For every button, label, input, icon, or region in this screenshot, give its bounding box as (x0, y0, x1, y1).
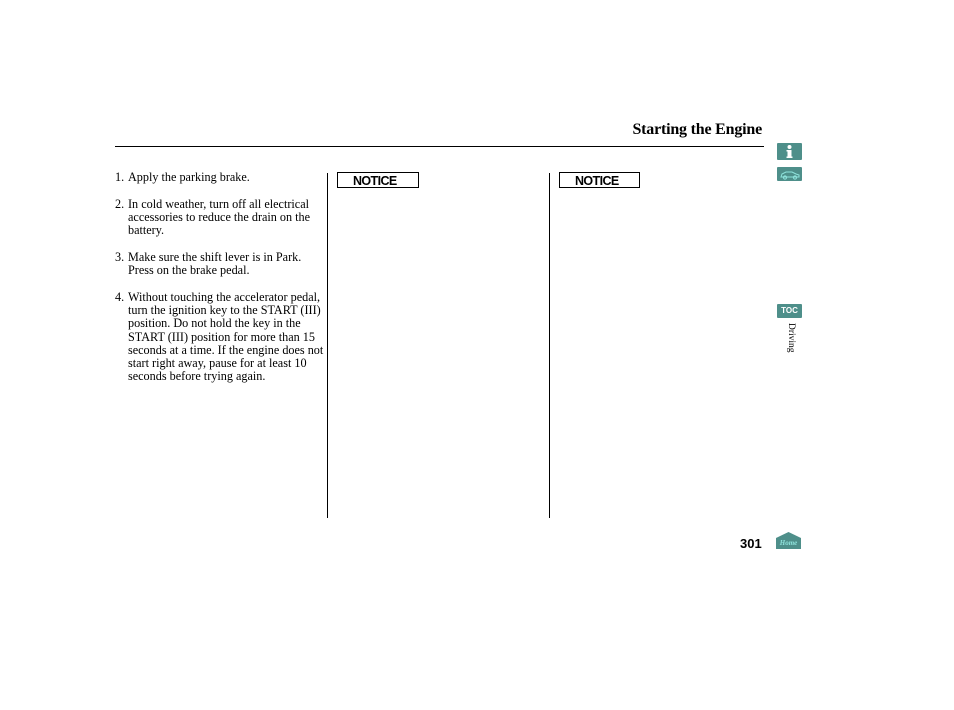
step-text: Make sure the shift lever is in Park. Press on the brake pedal. (128, 249, 302, 278)
home-button[interactable] (775, 531, 802, 550)
step-number: 1. (115, 170, 125, 184)
section-label: Driving (786, 323, 796, 353)
home-icon (775, 531, 802, 550)
home-label: Home (779, 539, 798, 547)
step-text: In cold weather, turn off all electrical accessories to reduce the drain on the battery. (128, 196, 311, 238)
notice-label: NOTICE (559, 172, 640, 188)
notice-label: NOTICE (337, 172, 419, 188)
info-button[interactable] (777, 143, 802, 160)
steps-list (115, 171, 325, 397)
column-divider (549, 173, 550, 518)
car-icon (777, 167, 802, 181)
vehicle-button[interactable] (777, 167, 802, 181)
section-tab (783, 323, 797, 363)
list-item (115, 171, 325, 184)
header-rule (115, 146, 764, 147)
list-item (115, 251, 325, 278)
toc-button[interactable]: TOC (777, 304, 802, 318)
step-number: 4. (115, 289, 125, 304)
list-item (115, 198, 325, 238)
page-title: Starting the Engine (632, 121, 762, 138)
step-number: 3. (115, 249, 125, 264)
step-number: 2. (115, 196, 125, 211)
step-text: Apply the parking brake. (128, 170, 250, 184)
step-text: Without touching the accelerator pedal, turn the ignition key to the START (III) position. Do not hold the key in the START (III) position for more than 15 seconds at a time. If the engine does not start right away, pause for at least 10 seconds before trying again. (128, 289, 324, 384)
info-icon (777, 143, 802, 160)
page-number: 301 (740, 536, 762, 551)
list-item (115, 291, 325, 384)
column-divider (327, 173, 328, 518)
